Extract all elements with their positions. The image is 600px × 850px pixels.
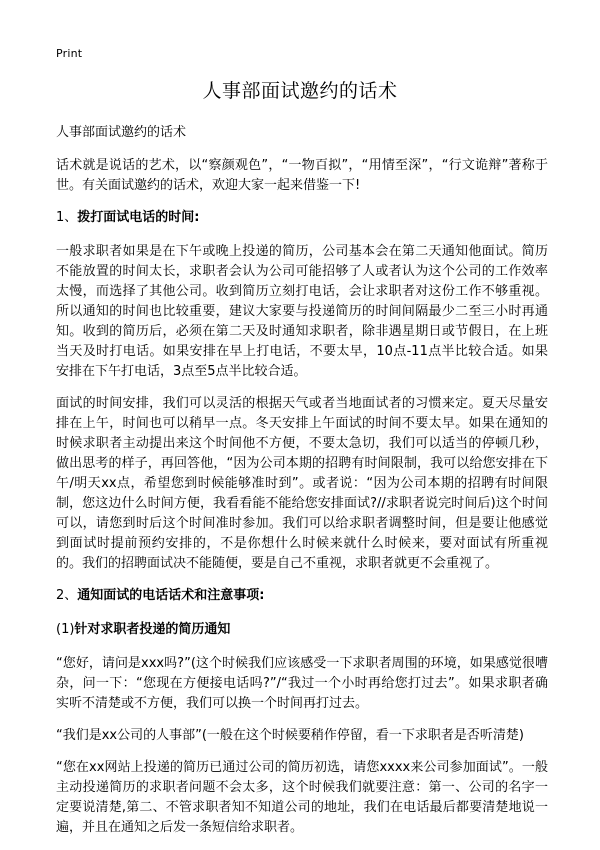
section-1-paragraph-2: 面试的时间安排，我们可以灵活的根据天气或者当地面试者的习惯来定。夏天尽量安排在上午，时间也可以稍早一点。冬天安排上午面试的时间不要太早。如果在通知的时候求职者主动提出来这个时间他不方便，不要太急切，我们可以适当的停顿几秒，做出思考的样子，再回答他，“因为公司本期的招聘有时间限制，我可以给您安排在下午/明天xx点，希望您到时候能够准时到”。或者说：“因为公司本期的招聘有时间限制，您这边什么时间方便，我看看能不能给您安排面试?//求职者说完时间后)这个时间可以，请您到时后这个时间准时参加。我们可以给求职者调整时间，但是要让他感觉到面试时提前预约安排的，不是你想什么时候来就什么时候来，要对面试有所重视的。我们的招聘面试决不能随便，要是自己不重视，求职者就更不会重视了。 bbox=[56, 396, 548, 571]
intro-paragraph: 话术就是说话的艺术，以“察颜观色”，“一物百拟”，“用情至深”，“行文诡辩”著称于世。有关面试邀约的话术，欢迎大家一起来借鉴一下! bbox=[56, 158, 548, 193]
section-2-number: 2、 bbox=[56, 588, 78, 603]
section-2-paragraph-1: “您好，请问是xxx吗?”(这个时候我们应该感受一下求职者周围的环境，如果感觉很嘈杂，问一下：“您现在方便接电话吗?”/“我过一个小时再给您打过去”。如果求职者确实听不清楚或不方便，我们可以换一个时间再打过去。 bbox=[56, 656, 548, 711]
section-2-paragraph-3: “您在xx网站上投递的简历已通过公司的简历初选，请您xxxx来公司参加面试”。一般主动投递简历的求职者问题不会太多，这个时候我们就要注意：第一、公司的名字一定要说清楚,第二、不管求职者知不知道公司的地址，我们在电话最后都要清楚地说一遍，并且在通知之后发一条短信给求职者。 bbox=[56, 760, 548, 835]
section-1-paragraph-1: 一般求职者如果是在下午或晚上投递的简历，公司基本会在第二天通知他面试。简历不能放置的时间太长，求职者会认为公司可能招够了人或者认为这个公司的工作效率太慢，而选择了其他公司。收到简历立刻打电话，会让求职者对这份工作不够重视。所以通知的时间也比较重要，建议大家要与投递简历的时间间隔最少二至三小时再通知。收到的简历后，必须在第二天及时通知求职者，除非遇星期日或节假日，在上班当天及时打电话。如果安排在早上打电话，不要太早，10点-11点半比较合适。如果安排在下午打电话，3点至5点半比较合适。 bbox=[56, 244, 548, 379]
subsection-1-number: (1) bbox=[56, 622, 75, 637]
subsection-1-title: 针对求职者投递的简历通知 bbox=[74, 622, 231, 637]
article-subtitle: 人事部面试邀约的话术 bbox=[56, 125, 187, 140]
subsection-1-heading bbox=[56, 620, 548, 640]
section-2-paragraph-2: “我们是xx公司的人事部”(一般在这个时候要稍作停留，看一下求职者是否听清楚) bbox=[56, 728, 525, 743]
print-label: Print bbox=[56, 47, 83, 60]
page-title: 人事部面试邀约的话术 bbox=[202, 80, 398, 102]
section-1-heading bbox=[56, 208, 548, 228]
section-2-title: 通知面试的电话话术和注意事项: bbox=[77, 588, 265, 603]
section-1-number: 1、 bbox=[56, 210, 78, 225]
section-2-heading bbox=[56, 586, 548, 606]
article-body bbox=[56, 123, 548, 850]
section-1-title: 拨打面试电话的时间: bbox=[77, 210, 200, 225]
